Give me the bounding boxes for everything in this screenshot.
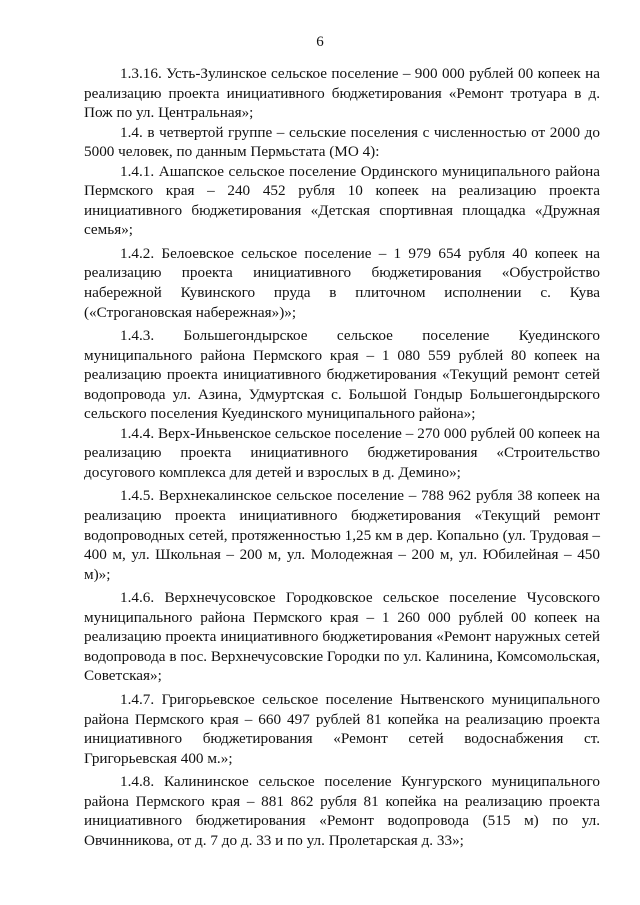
paragraph-1-3-16: 1.3.16. Усть-Зулинское сельское поселение – 900 000 рублей 00 копеек на реализацию проекта инициативного бюджетирования «Ремонт тротуара в д. Пож по ул. Центральная»; [84,65,600,122]
paragraph-1-4-7: 1.4.7. Григорьевское сельское поселение Нытвенского муниципального района Пермского края – 660 497 рублей 81 копейка на реализацию проекта инициативного бюджетирования «Ремонт сетей водоснабжения ст. Григорьевская 400 м.»; [84,690,600,767]
paragraph-1-4-2: 1.4.2. Белоевское сельское поселение – 1 979 654 рубля 40 копеек на реализацию проекта инициативного бюджетирования «Обустройство набережной Кувинского пруда в плиточном исполнении с. Кува («Строгановская набережная»)»; [84,244,600,321]
paragraph-1-4: 1.4. в четвертой группе – сельские поселения с численностью от 2000 до 5000 человек, по данным Пермьстата (МО 4): [84,123,600,161]
paragraph-1-4-1: 1.4.1. Ашапское сельское поселение Ординского муниципального района Пермского края – 240 452 рубля 10 копеек на реализацию проекта инициативного бюджетирования «Детская спортивная площадка «Дружная семья»; [84,162,600,239]
document-body [84,64,600,850]
page-number: 6 [316,34,324,50]
paragraph-1-4-8: 1.4.8. Калининское сельское поселение Кунгурского муниципального района Пермского края – 881 862 рубля 81 копейка на реализацию проекта инициативного бюджетирования «Ремонт водопровода (515 м) по ул. Овчинникова, от д. 7 до д. 33 и по ул. Пролетарская д. 33»; [84,773,600,849]
paragraph-1-4-6: 1.4.6. Верхнечусовское Городковское сельское поселение Чусовского муниципального района Пермского края – 1 260 000 рублей 00 копеек на реализацию проекта инициативного бюджетирования «Ремонт наружных сетей водопровода в пос. Верхнечусовские Городки по ул. Калинина, Комсомольская, Советская»; [84,589,600,685]
paragraph-1-4-4: 1.4.4. Верх-Иньвенское сельское поселение – 270 000 рублей 00 копеек на реализацию проекта инициативного бюджетирования «Строительство досугового комплекса для детей и взрослых в д. Демино»; [84,424,600,481]
paragraph-1-4-3: 1.4.3. Большегондырское сельское поселение Куединского муниципального района Пермского края – 1 080 559 рублей 80 копеек на реализацию проекта инициативного бюджетирования «Текущий ремонт сетей водопровода ул. Азина, Удмуртская с. Большой Гондыр Большегондырского сельского поселения Куединского муниципального района»; [84,327,600,423]
paragraph-1-4-5: 1.4.5. Верхнекалинское сельское поселение – 788 962 рубля 38 копеек на реализацию проекта инициативного бюджетирования «Текущий ремонт водопроводных сетей, протяженностью 1,25 км в дер. Копально (ул. Трудовая – 400 м, ул. Школьная – 200 м, ул. Молодежная – 200 м, ул. Юбилейная – 450 м)»; [84,487,600,583]
